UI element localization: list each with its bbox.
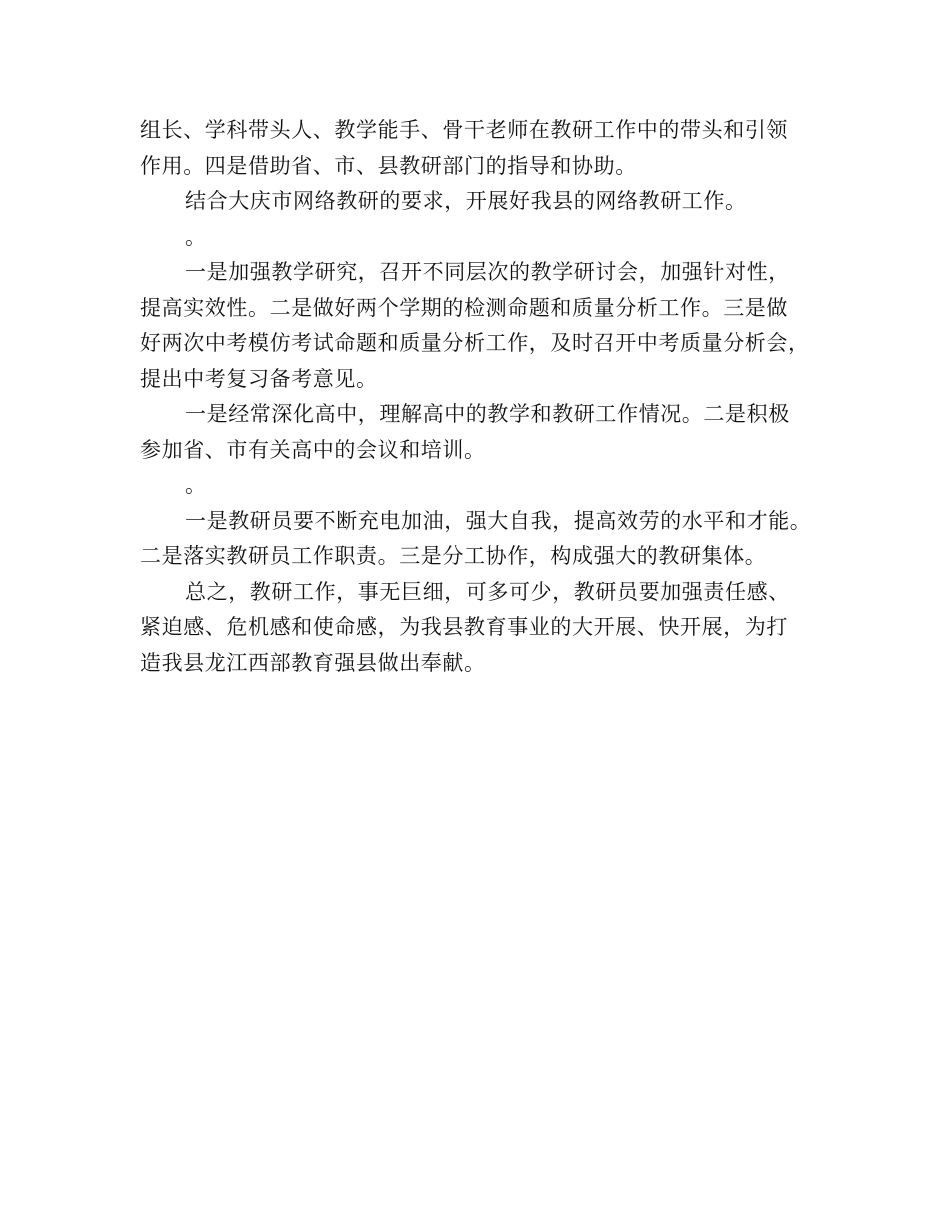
- paragraph-3-line-1: 。: [185, 224, 207, 249]
- paragraph-4-line-3: 好两次中考模仿考试命题和质量分析工作，及时召开中考质量分析会，: [140, 331, 810, 355]
- paragraph-1: [140, 113, 840, 184]
- paragraph-4: [140, 255, 840, 397]
- paragraph-4-line-4: 提出中考复习备考意见。: [140, 366, 378, 391]
- paragraph-8-line-3: 造我县龙江西部教育强县做出奉献。: [140, 650, 486, 675]
- paragraph-4-line-1: 一是加强教学研究，召开不同层次的教学研讨会，加强针对性，: [185, 260, 790, 284]
- paragraph-2: [140, 184, 840, 220]
- paragraph-7-line-1: 一是教研员要不断充电加油，强大自我，提高效劳的水平和才能。: [185, 508, 812, 533]
- paragraph-5-line-2: 参加省、市有关高中的会议和培训。: [140, 437, 486, 462]
- paragraph-8-line-1: 总之，教研工作，事无巨细，可多可少，教研员要加强责任感、: [185, 579, 790, 604]
- paragraph-1-line-1: 组长、学科带头人、教学能手、骨干老师在教研工作中的带头和引领: [140, 118, 788, 142]
- document-body: [140, 113, 840, 681]
- paragraph-5-line-1: 一是经常深化高中，理解高中的教学和教研工作情况。二是积极: [185, 402, 790, 426]
- paragraph-8-line-2: 紧迫感、危机感和使命感，为我县教育事业的大开展、快开展，为打: [140, 615, 788, 639]
- paragraph-7: [140, 504, 840, 575]
- paragraph-3: [140, 220, 840, 256]
- paragraph-1-line-2: 作用。四是借助省、市、县教研部门的指导和协助。: [140, 153, 637, 178]
- paragraph-2-line-1: 结合大庆市网络教研的要求，开展好我县的网络教研工作。: [185, 189, 747, 213]
- paragraph-5: [140, 397, 840, 468]
- paragraph-6: [140, 468, 840, 504]
- paragraph-7-line-2: 二是落实教研员工作职责。三是分工协作，构成强大的教研集体。: [140, 544, 767, 568]
- paragraph-8: [140, 575, 840, 682]
- paragraph-4-line-2: 提高实效性。二是做好两个学期的检测命题和质量分析工作。三是做: [140, 295, 788, 320]
- paragraph-6-line-1: 。: [185, 473, 207, 497]
